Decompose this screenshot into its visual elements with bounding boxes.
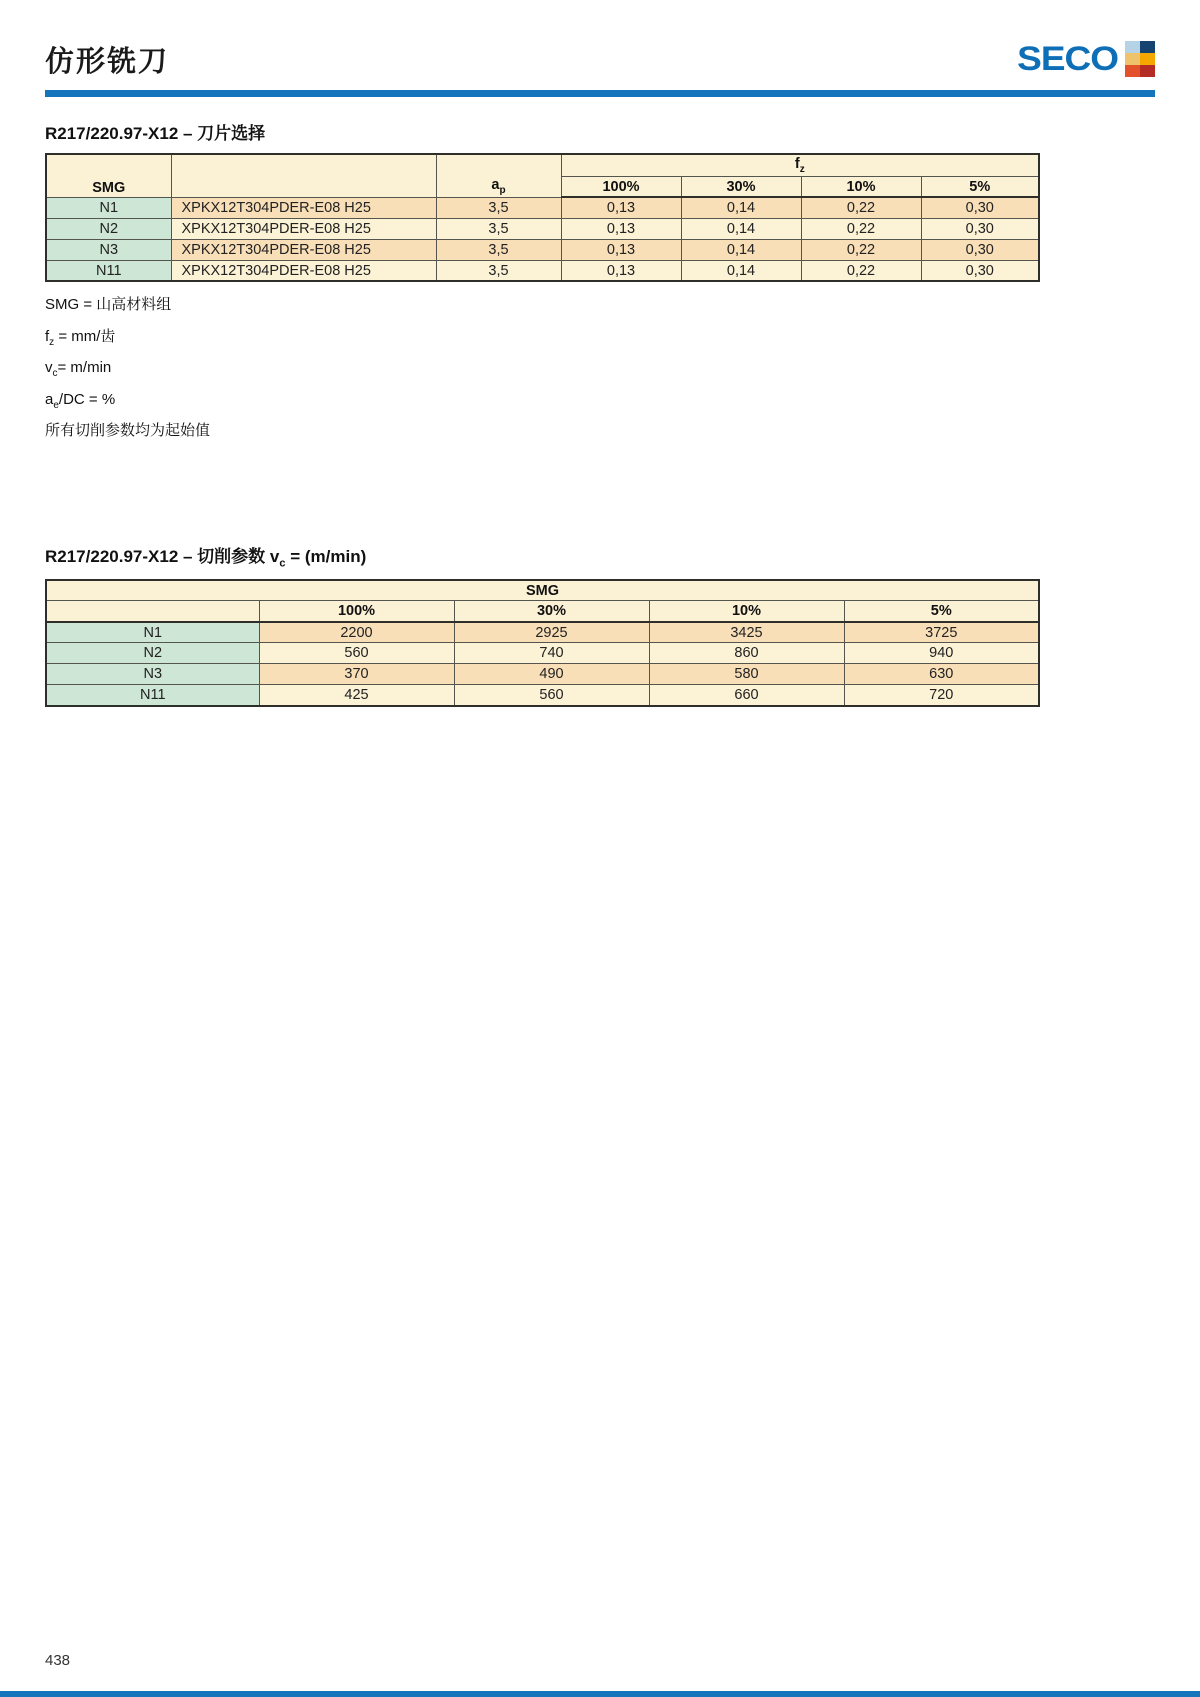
ap-cell: 3,5 <box>436 239 561 260</box>
vc-30-cell: 740 <box>454 643 649 664</box>
section2-title: R217/220.97-X12 – 切削参数 $v_c = (m/\min)$ <box>45 547 367 570</box>
smg-cell: N3 <box>46 239 171 260</box>
col-header-10: 10% <box>801 176 921 197</box>
col-header-insert <box>171 154 436 197</box>
logo-grid-cell <box>1125 65 1140 77</box>
vc-30-cell: 490 <box>454 664 649 685</box>
fz-10-cell: 0,22 <box>801 197 921 218</box>
fz-5-cell: 0,30 <box>921 239 1039 260</box>
table-row <box>46 685 1039 706</box>
smg-cell: N2 <box>46 643 259 664</box>
smg-cell: N1 <box>46 197 171 218</box>
insert-cell: XPKX12T304PDER-E08 H25 <box>171 260 436 281</box>
col-header-ap: $a_p$ <box>436 154 561 197</box>
col-header-30: 30% <box>681 176 801 197</box>
footnotes <box>45 296 1200 446</box>
insert-cell: XPKX12T304PDER-E08 H25 <box>171 239 436 260</box>
col-header-100: 100% <box>561 176 681 197</box>
col-header-label <box>46 601 259 622</box>
smg-cell: N3 <box>46 664 259 685</box>
col-header-smg: SMG <box>46 154 171 197</box>
vc-5-cell: 720 <box>844 685 1039 706</box>
col-header-5: 5% <box>921 176 1039 197</box>
vc-100-cell: 560 <box>259 643 454 664</box>
table-row <box>46 664 1039 685</box>
note-vc: $v_c= m/\min$ <box>45 359 112 380</box>
fz-5-cell: 0,30 <box>921 218 1039 239</box>
cutting-data-table <box>45 579 1040 707</box>
fz-30-cell: 0,14 <box>681 218 801 239</box>
seco-logo-text: SECO <box>1017 39 1118 78</box>
smg-cell: N11 <box>46 260 171 281</box>
insert-selection-table <box>45 153 1040 282</box>
table-row <box>46 260 1039 281</box>
fz-5-cell: 0,30 <box>921 197 1039 218</box>
page-header <box>45 0 1155 80</box>
vc-5-cell: 630 <box>844 664 1039 685</box>
note-starting-values: 所有切削参数均为起始值 <box>45 422 211 440</box>
vc-100-cell: 425 <box>259 685 454 706</box>
vc-100-cell: 370 <box>259 664 454 685</box>
col-header-10: 10% <box>649 601 844 622</box>
vc-10-cell: 580 <box>649 664 844 685</box>
fz-100-cell: 0,13 <box>561 197 681 218</box>
ap-cell: 3,5 <box>436 197 561 218</box>
table-row <box>46 622 1039 643</box>
section1-title: R217/220.97-X12 – 刀片选择 <box>45 124 266 143</box>
group-header-smg: SMG <box>46 580 1039 601</box>
logo-grid-cell <box>1125 41 1140 53</box>
seco-logo-grid-icon <box>1125 41 1155 77</box>
fz-10-cell: 0,22 <box>801 218 921 239</box>
vc-10-cell: 3425 <box>649 622 844 643</box>
fz-30-cell: 0,14 <box>681 260 801 281</box>
vc-5-cell: 3725 <box>844 622 1039 643</box>
fz-10-cell: 0,22 <box>801 239 921 260</box>
note-ae-dc: $a_e/DC$ = % <box>45 390 116 411</box>
fz-100-cell: 0,13 <box>561 239 681 260</box>
smg-cell: N2 <box>46 218 171 239</box>
vc-10-cell: 660 <box>649 685 844 706</box>
header-rule <box>45 90 1155 97</box>
ap-cell: 3,5 <box>436 218 561 239</box>
seco-logo <box>1017 38 1155 80</box>
table-row <box>46 239 1039 260</box>
fz-30-cell: 0,14 <box>681 197 801 218</box>
vc-10-cell: 860 <box>649 643 844 664</box>
note-fz: $f_z = mm/$齿 <box>45 327 116 348</box>
col-header-30: 30% <box>454 601 649 622</box>
page-number: 438 <box>45 1652 71 1669</box>
vc-30-cell: 2925 <box>454 622 649 643</box>
table-row <box>46 197 1039 218</box>
fz-10-cell: 0,22 <box>801 260 921 281</box>
note-smg: SMG = 山高材料组 <box>45 296 172 314</box>
vc-30-cell: 560 <box>454 685 649 706</box>
table-row <box>46 643 1039 664</box>
footer-rule <box>0 1691 1200 1697</box>
insert-cell: XPKX12T304PDER-E08 H25 <box>171 218 436 239</box>
fz-30-cell: 0,14 <box>681 239 801 260</box>
col-header-5: 5% <box>844 601 1039 622</box>
logo-grid-cell <box>1125 53 1140 65</box>
fz-100-cell: 0,13 <box>561 260 681 281</box>
table-row <box>46 218 1039 239</box>
page-title: 仿形铣刀 <box>45 46 170 78</box>
logo-grid-cell <box>1140 65 1155 77</box>
smg-cell: N11 <box>46 685 259 706</box>
col-header-fz: $f_z$ <box>561 154 1039 176</box>
col-header-100: 100% <box>259 601 454 622</box>
ap-cell: 3,5 <box>436 260 561 281</box>
smg-cell: N1 <box>46 622 259 643</box>
vc-5-cell: 940 <box>844 643 1039 664</box>
logo-grid-cell <box>1140 53 1155 65</box>
fz-100-cell: 0,13 <box>561 218 681 239</box>
logo-grid-cell <box>1140 41 1155 53</box>
vc-100-cell: 2200 <box>259 622 454 643</box>
fz-5-cell: 0,30 <box>921 260 1039 281</box>
insert-cell: XPKX12T304PDER-E08 H25 <box>171 197 436 218</box>
